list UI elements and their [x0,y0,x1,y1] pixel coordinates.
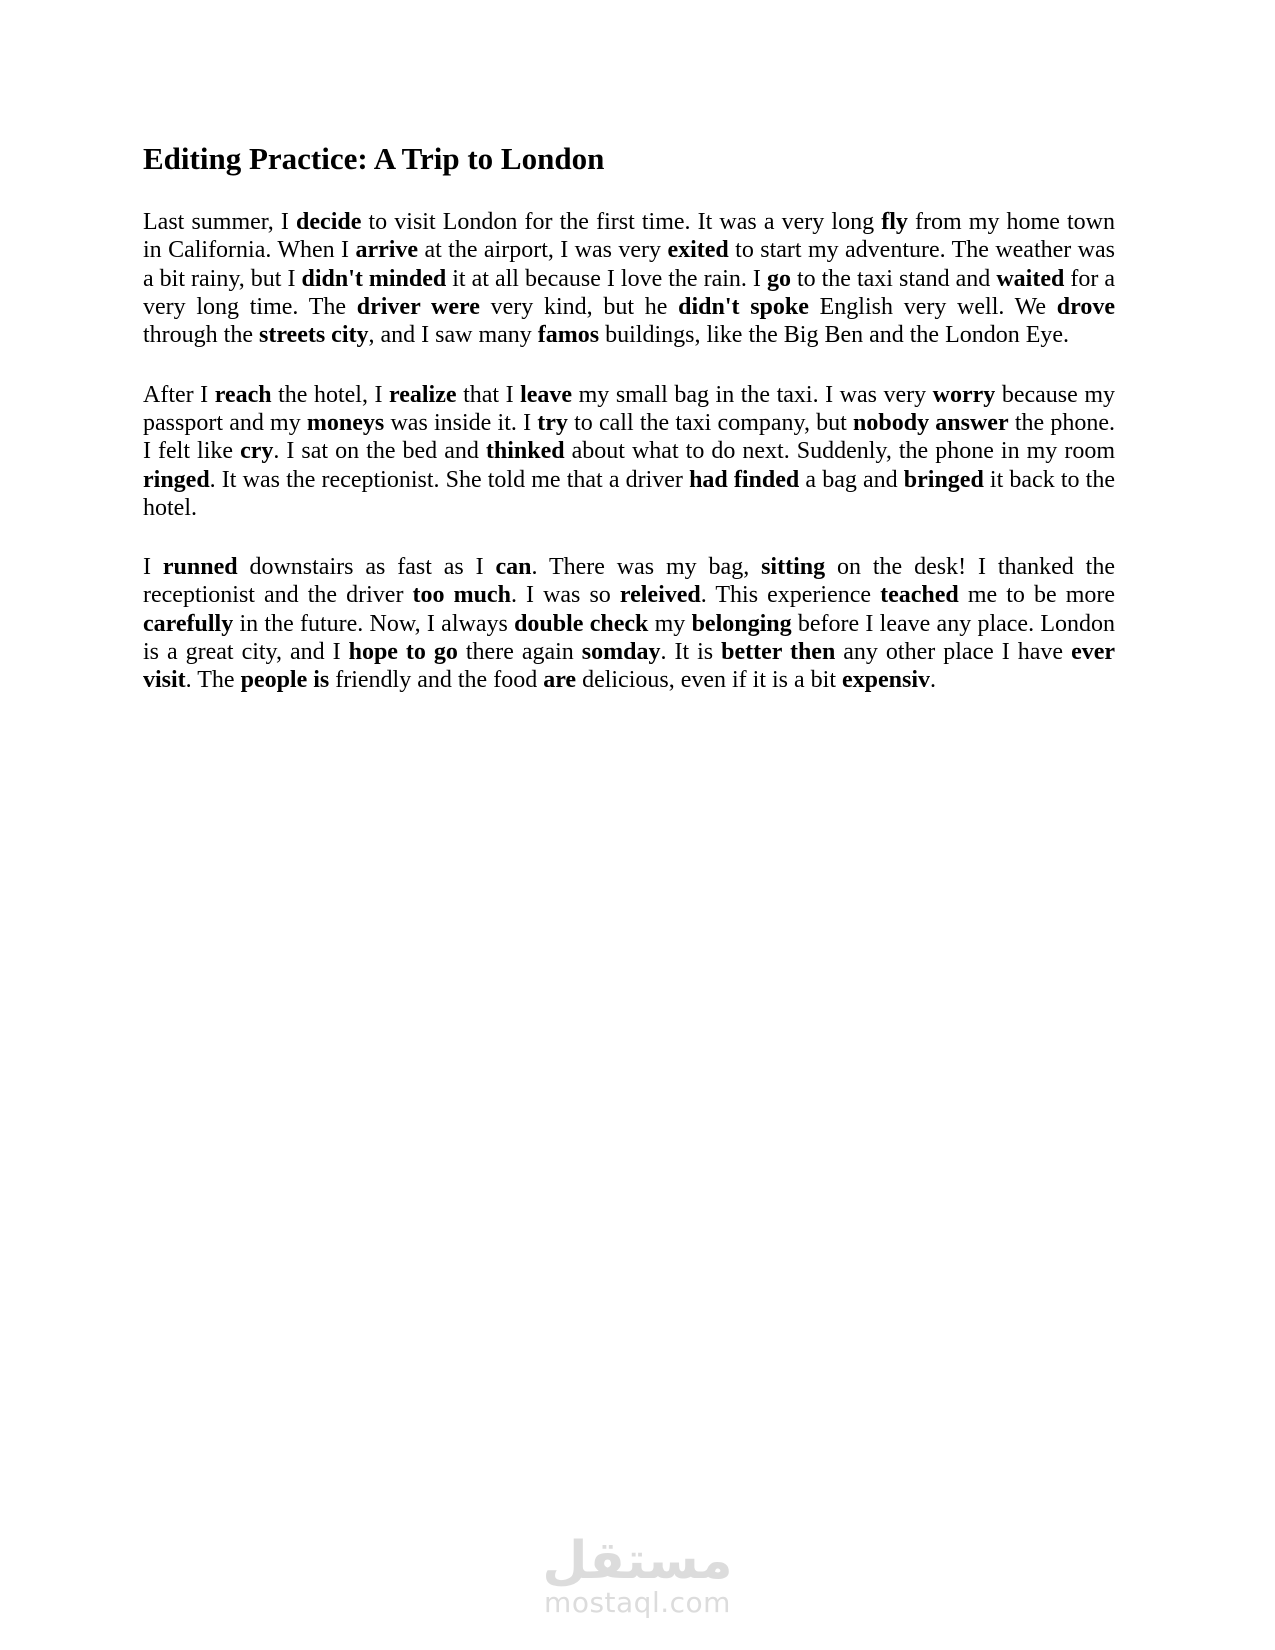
text-run: to start my adventure. The weather was a bit rainy, but I [143,237,1115,292]
bold-error-word: hope to go [348,639,458,666]
bold-error-word: didn't spoke [678,294,809,321]
text-run: . [930,667,937,694]
mostaql-url-text: mostaql.com [544,1586,731,1619]
bold-error-word: driver were [356,294,480,321]
bold-error-word: leave [520,381,573,408]
bold-error-word: nobody answer [853,409,1009,436]
bold-error-word: exited [667,237,729,264]
text-run: very kind, but he [479,294,679,321]
bold-error-word: runned [162,554,238,581]
bold-error-word: waited [996,265,1065,292]
bold-error-word: worry [932,381,996,408]
paragraph [143,553,1115,694]
text-run: to visit London for the first time. It was a very long [361,209,882,236]
text-run: . It is [660,639,722,666]
text-run: Last summer, I [143,209,297,236]
bold-error-word: somday [581,639,661,666]
text-run: . The [185,667,241,694]
bold-error-word: better then [721,639,836,666]
bold-error-word: carefully [143,610,234,637]
bold-error-word: try [537,409,568,436]
text-run: my [648,610,692,637]
document-title: Editing Practice: A Trip to London [143,141,605,176]
text-run: me to be more [958,582,1115,609]
bold-error-word: too much [412,582,511,609]
text-run: a bag and [799,466,904,493]
text-run: any other place I have [835,639,1072,666]
text-run: that I [456,381,521,408]
text-run: in the future. Now, I always [233,610,515,637]
document-body-container [143,0,1115,695]
text-run: there again [457,639,582,666]
text-run: I [143,554,163,581]
text-run: it at all because I love the rain. I [446,265,767,292]
text-run: friendly and the food [329,667,544,694]
bold-error-word: go [766,265,791,292]
text-run: . I was so [510,582,620,609]
text-run: . It was the receptionist. She told me that a driver [209,466,690,493]
bold-error-word: didn't minded [301,265,447,292]
text-run: it back to the hotel. [143,466,1115,521]
text-run: was inside it. I [384,409,538,436]
text-run: about what to do next. Suddenly, the phone in my room [564,438,1115,465]
bold-error-word: drove [1056,294,1115,321]
text-run: my small bag in the taxi. I was very [572,381,933,408]
bold-error-word: sitting [761,554,826,581]
mostaql-logo: مستقل [542,1531,733,1591]
bold-error-word: famos [537,322,600,349]
bold-error-word: people is [240,667,330,694]
bold-error-word: are [543,667,577,694]
text-run: , and I saw many [368,322,538,349]
bold-error-word: ringed [143,466,210,493]
bold-error-word: arrive [355,237,419,264]
document-body [143,208,1115,694]
text-run: buildings, like the Big Ben and the London Eye. [599,322,1070,349]
bold-error-word: expensiv [842,667,931,694]
text-run: downstairs as fast as I [237,554,496,581]
bold-error-word: can [495,554,532,581]
text-run: through the [143,322,259,349]
text-run: . This experience [700,582,881,609]
bold-error-word: had finded [689,466,800,493]
text-run: to the taxi stand and [790,265,997,292]
bold-error-word: fly [881,209,908,236]
text-run: for a very long time. The [143,265,1115,321]
text-run: . There was my bag, [531,554,762,581]
bold-error-word: releived [619,582,701,609]
bold-error-word: ever visit [143,639,1116,694]
text-run: from my home town in California. When I [143,209,1116,264]
text-run: English very well. We [808,294,1057,321]
text-run: . I sat on the bed and [273,438,486,465]
text-run: the phone. I felt like [143,409,1116,465]
paragraph [143,381,1115,522]
text-run: on the desk! I thanked the receptionist and the driver [143,554,1115,609]
text-run: After I [143,381,215,408]
bold-error-word: teached [880,582,959,609]
bold-error-word: thinked [485,438,565,465]
bold-error-word: cry [240,438,274,465]
bold-error-word: bringed [903,466,984,493]
text-run: the hotel, I [271,381,390,408]
text-run: because my passport and my [143,381,1115,436]
bold-error-word: decide [296,209,362,236]
text-run: at the airport, I was very [418,237,668,264]
bold-error-word: moneys [306,409,385,436]
bold-error-word: reach [214,381,272,408]
bold-error-word: realize [389,381,457,408]
text-run: before I leave any place. London is a great city, and I [143,610,1116,666]
paragraph [143,208,1115,349]
text-run: delicious, even if it is a bit [576,667,843,694]
text-run: to call the taxi company, but [567,409,854,436]
bold-error-word: belonging [691,610,792,637]
bold-error-word: double check [514,610,649,637]
bold-error-word: streets city [258,322,369,349]
